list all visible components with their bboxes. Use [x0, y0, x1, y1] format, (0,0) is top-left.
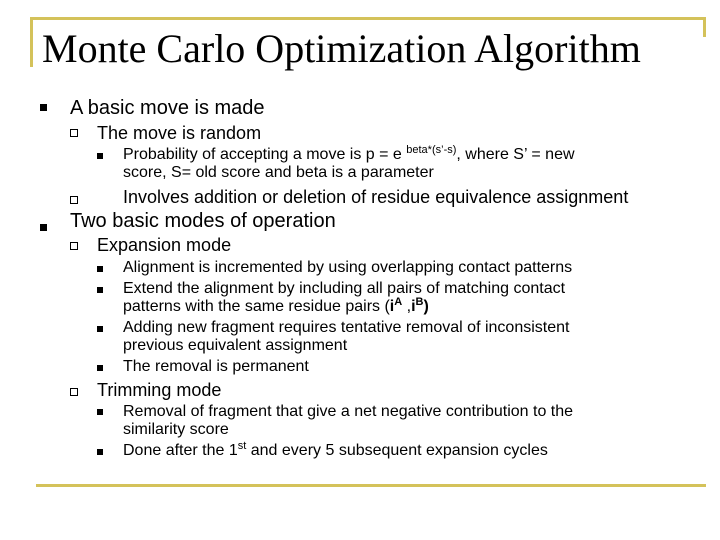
extend-comma: ,	[402, 298, 412, 315]
residue-i-a: i	[389, 298, 395, 315]
bullet-expansion-mode: Expansion mode	[97, 235, 232, 255]
square-bullet-icon	[97, 449, 103, 455]
square-bullet-icon	[97, 266, 103, 272]
bullet-extend-alignment: Extend the alignment by including all pairs of matching contact	[123, 280, 566, 297]
bullet-involves: Involves addition or deletion of residue equivalence assignment	[123, 187, 629, 207]
bullet-removal-fragment-cont: similarity score	[123, 421, 229, 438]
extend-close-paren: )	[423, 298, 429, 315]
bullet-adding-fragment-cont: previous equivalent assignment	[123, 337, 348, 354]
bullet-removal-fragment: Removal of fragment that give a net negative contribution to the	[123, 403, 574, 420]
bullet-two-modes: Two basic modes of operation	[70, 210, 336, 232]
extend-text: patterns with the same residue pairs (	[123, 298, 390, 315]
bullet-alignment-incremented: Alignment is incremented by using overlapping contact patterns	[123, 259, 573, 276]
bullet-done-after	[123, 442, 548, 460]
done-text-end: and every 5 subsequent expansion cycles	[246, 442, 548, 459]
bullet-extend-alignment-cont	[123, 298, 429, 316]
square-bullet-icon	[97, 287, 103, 293]
title-rule-left	[30, 17, 33, 67]
bullet-adding-fragment: Adding new fragment requires tentative removal of inconsistent	[123, 319, 570, 336]
hollow-square-bullet-icon	[70, 196, 78, 204]
square-bullet-icon	[40, 224, 47, 231]
square-bullet-icon	[97, 409, 103, 415]
square-bullet-icon	[40, 104, 47, 111]
hollow-square-bullet-icon	[70, 129, 78, 137]
hollow-square-bullet-icon	[70, 388, 78, 396]
bullet-move-random: The move is random	[97, 123, 262, 143]
slide-title: Monte Carlo Optimization Algorithm	[42, 26, 641, 71]
square-bullet-icon	[97, 365, 103, 371]
done-superscript: st	[237, 440, 247, 452]
footer-rule	[36, 484, 706, 487]
title-rule-top	[30, 17, 706, 20]
hollow-square-bullet-icon	[70, 242, 78, 250]
probability-exponent: beta*(s’-s)	[406, 144, 457, 156]
bullet-probability	[123, 146, 575, 164]
title-rule-right	[703, 17, 706, 37]
probability-text-end: , where S’ = new	[456, 146, 575, 163]
residue-i-b: i	[411, 298, 416, 315]
probability-text: Probability of accepting a move is p = e	[123, 146, 407, 163]
residue-i-b-superscript: B	[415, 296, 424, 308]
square-bullet-icon	[97, 326, 103, 332]
bullet-trimming-mode: Trimming mode	[97, 380, 222, 400]
bullet-removal-permanent: The removal is permanent	[123, 358, 309, 375]
square-bullet-icon	[97, 153, 103, 159]
bullet-basic-move: A basic move is made	[70, 97, 265, 119]
residue-i-a-superscript: A	[394, 296, 403, 308]
bullet-probability-cont: score, S= old score and beta is a parameter	[123, 164, 434, 181]
done-text: Done after the 1	[123, 442, 238, 459]
